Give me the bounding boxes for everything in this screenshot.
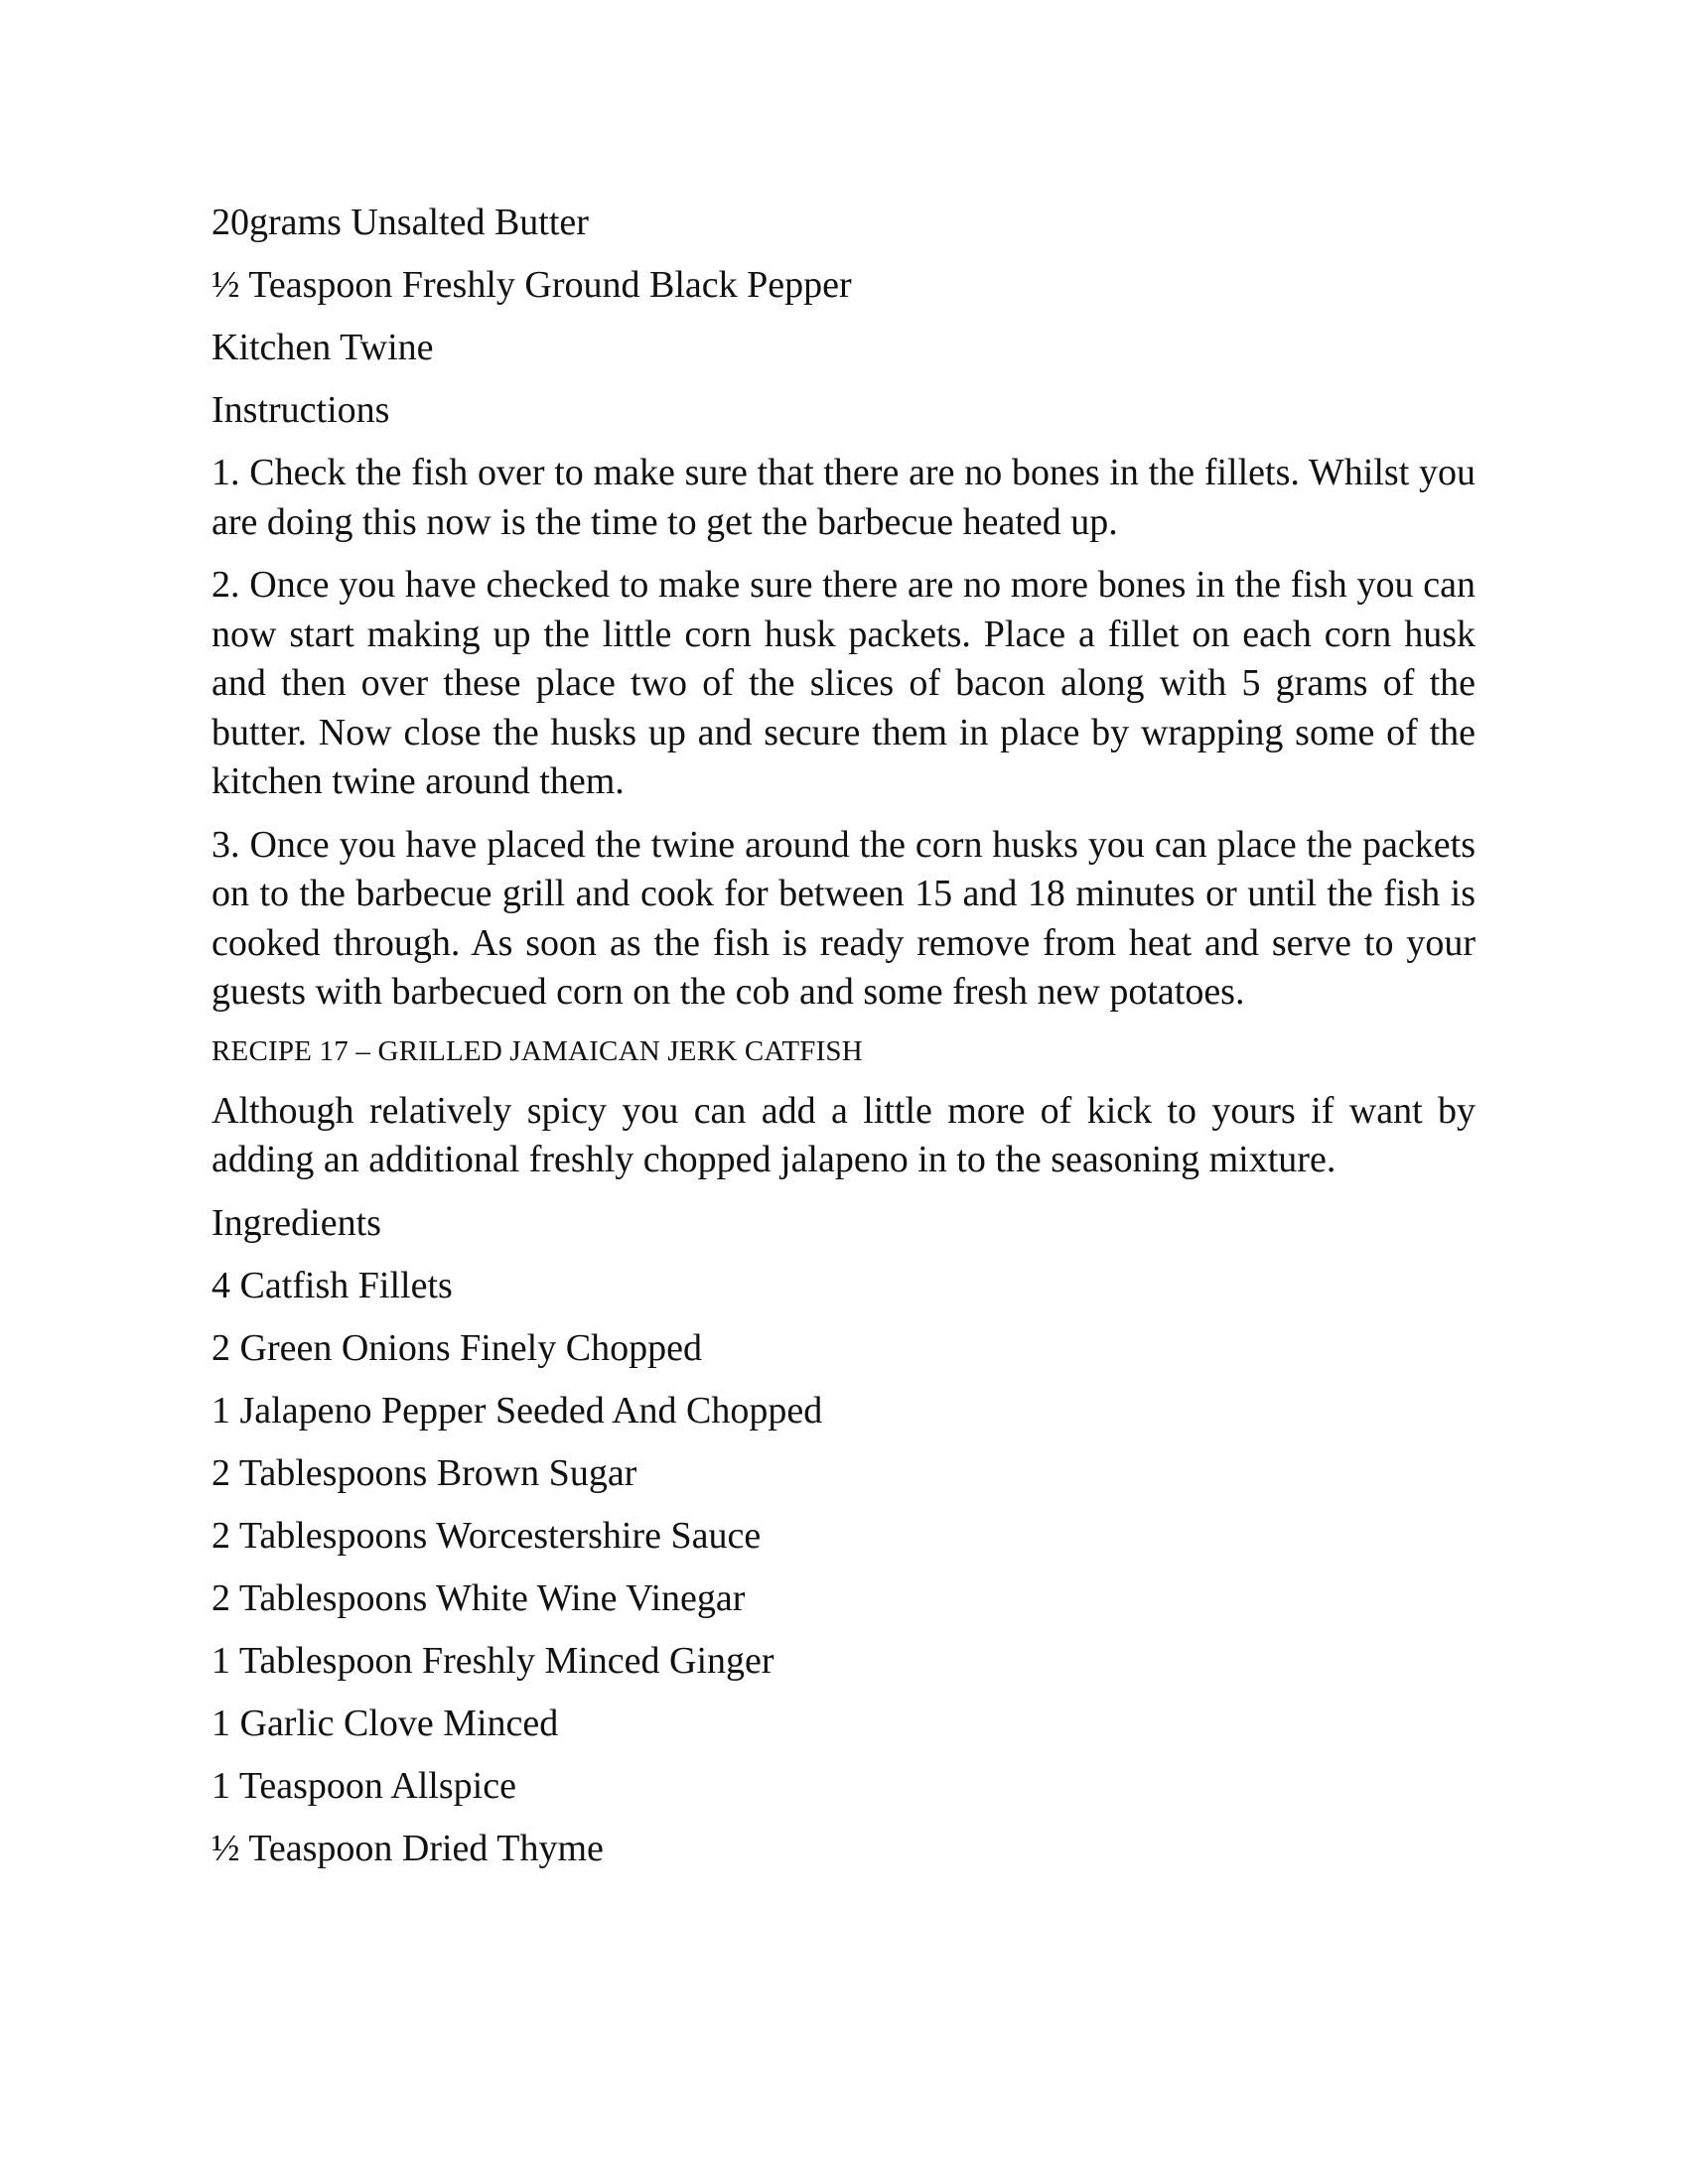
- ingredient-line: 1 Jalapeno Pepper Seeded And Chopped: [211, 1389, 823, 1432]
- ingredient-line: 2 Green Onions Finely Chopped: [211, 1326, 702, 1369]
- document-page: [211, 199, 1476, 1887]
- instruction-step: 2. Once you have checked to make sure there are no more bones in the fish you can now start making up the little corn husk packets. Place a fillet on each corn husk and then over these place two of the slices of bacon along with 5 grams of the butter. Now close the husks up and secure them in place by wrapping some of the kitchen twine around them.: [211, 564, 1476, 802]
- ingredient-line: 2 Tablespoons Worcestershire Sauce: [211, 1514, 762, 1557]
- ingredient-line: 20grams Unsalted Butter: [211, 202, 589, 243]
- ingredient-line: ½ Teaspoon Dried Thyme: [211, 1827, 604, 1869]
- instructions-heading: Instructions: [211, 389, 390, 431]
- ingredient-line: Kitchen Twine: [211, 327, 434, 368]
- recipe-intro: Although relatively spicy you can add a little more of kick to yours if want by adding an additional freshly chopped jalapeno in to the seasoning mixture.: [211, 1089, 1476, 1180]
- ingredient-line: 1 Tablespoon Freshly Minced Ginger: [211, 1639, 774, 1682]
- ingredient-line: 2 Tablespoons White Wine Vinegar: [211, 1576, 746, 1619]
- instruction-step: 1. Check the fish over to make sure that there are no bones in the fillets. Whilst you are doing this now is the time to get the barbecue heated up.: [211, 452, 1476, 543]
- instruction-step: 3. Once you have placed the twine around the corn husks you can place the packets on to the barbecue grill and cook for between 15 and 18 minutes or until the fish is cooked through. As soon as the fish is ready remove from heat and serve to your guests with barbecued corn on the cob and some fresh new potatoes.: [211, 823, 1476, 1013]
- ingredients-heading: Ingredients: [211, 1201, 381, 1244]
- ingredient-line: 2 Tablespoons Brown Sugar: [211, 1451, 637, 1494]
- ingredient-line: 1 Garlic Clove Minced: [211, 1702, 559, 1744]
- ingredient-line: 4 Catfish Fillets: [211, 1264, 453, 1306]
- ingredient-line: ½ Teaspoon Freshly Ground Black Pepper: [211, 264, 852, 306]
- recipe-title: RECIPE 17 – GRILLED JAMAICAN JERK CATFISH: [211, 1034, 863, 1067]
- ingredient-line: 1 Teaspoon Allspice: [211, 1764, 516, 1807]
